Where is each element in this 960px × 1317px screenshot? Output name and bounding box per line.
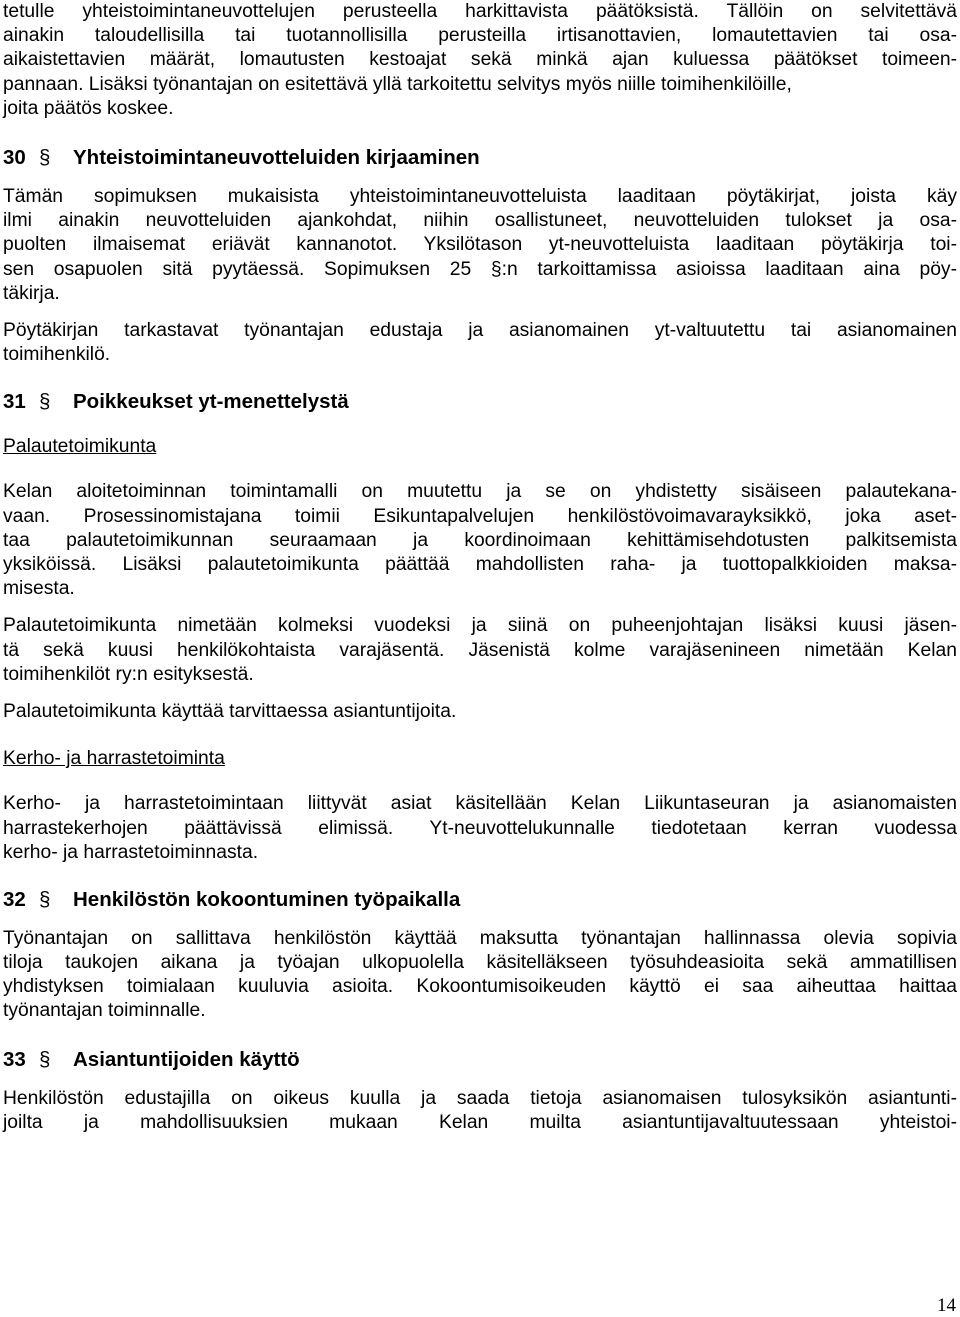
section-sign: §	[39, 1047, 51, 1071]
text-line: Kerho- ja harrastetoimintaan liittyvät asiat käsitellään Kelan Liikuntaseuran ja asianomaisten	[3, 793, 957, 815]
paragraph	[3, 792, 957, 865]
page-number: 14	[937, 1295, 956, 1316]
section-title: Asiantuntijoiden käyttö	[73, 1047, 300, 1071]
section-heading-30	[3, 145, 957, 171]
text-line: pannaan. Lisäksi työnantajan on esitettävä yllä tarkoitettu selvitys myös niille toimihenkilöille,	[3, 73, 792, 95]
document-page	[3, 0, 957, 1148]
text-line: Työnantajan on sallittava henkilöstön käyttää maksutta työnantajan hallinnassa olevia sopivia	[3, 927, 957, 949]
text-line: misesta.	[3, 578, 75, 600]
section-title: Yhteistoimintaneuvotteluiden kirjaaminen	[73, 145, 480, 169]
text-line: tetulle yhteistoimintaneuvottelujen perusteella harkittavista päätöksistä. Tällöin on selvitettävä	[3, 1, 957, 22]
section-heading-31	[3, 389, 957, 415]
section-sign: §	[39, 887, 51, 911]
intro-paragraph	[3, 0, 957, 121]
text-line: kerho- ja harrastetoiminnasta.	[3, 841, 259, 863]
text-line: harrastekerhojen päättävissä elimissä. Yt-neuvottelukunnalle tiedotetaan kerran vuodessa	[3, 817, 957, 839]
paragraph	[3, 480, 957, 601]
text-line: toimihenkilöt ry:n esityksestä.	[3, 663, 254, 685]
text-line: työnantajan toiminnalle.	[3, 1000, 206, 1022]
text-line: Tämän sopimuksen mukaisista yhteistoimintaneuvotteluista laaditaan pöytäkirjat, joista käy	[3, 185, 957, 207]
section-heading-32	[3, 887, 957, 913]
section-title: Poikkeukset yt-menettelystä	[73, 390, 349, 414]
text-line: ilmi ainakin neuvotteluiden ajankohdat, niihin osallistuneet, neuvotteluiden tulokset ja osa-	[3, 210, 957, 232]
paragraph	[3, 700, 957, 724]
text-line: joilta ja mahdollisuuksien mukaan Kelan muilta asiantuntijavaltuutessaan yhteistoi-	[3, 1111, 957, 1133]
text-line: yhdistyksen toimialaan kuuluvia asioita. Kokoontumisoikeuden käyttö ei saa aiheuttaa haittaa	[3, 976, 957, 998]
section-number: 30	[3, 145, 26, 169]
subsection-heading-palautetoimikunta: Palautetoimikunta	[3, 436, 157, 458]
text-line: yksiköissä. Lisäksi palautetoimikunta päättää mahdollisten raha- ja tuottopalkkioiden maksa-	[3, 554, 957, 576]
text-line: Pöytäkirjan tarkastavat työnantajan edustaja ja asianomainen yt-valtuutettu tai asianomainen	[3, 319, 957, 341]
text-line: tä sekä kuusi henkilökohtaista varajäsentä. Jäsenistä kolme varajäsenineen nimetään Kelan	[3, 639, 957, 661]
section-number: 32	[3, 887, 26, 911]
text-line: puolten ilmaisemat eriävät kannanotot. Yksilötason yt-neuvotteluista laaditaan pöytäkirja toi-	[3, 234, 957, 256]
text-line: vaan. Prosessinomistajana toimii Esikuntapalvelujen henkilöstövoimavarayksikkö, joka aset-	[3, 505, 957, 527]
text-line: ainakin taloudellisilla tai tuotannollisilla perusteilla irtisanottavien, lomautettavien tai osa-	[3, 25, 957, 47]
text-line: aikaistettavien määrät, lomautusten kestoajat sekä minkä ajan kuluessa päätökset toimeen-	[3, 49, 957, 71]
text-line: tiloja taukojen aikana ja työajan ulkopuolella käsitelläkseen työsuhdeasioita sekä ammatillisen	[3, 952, 957, 974]
paragraph	[3, 1087, 957, 1135]
text-line: taa palautetoimikunnan seuraamaan ja koordinoimaan kehittämisehdotusten palkitsemista	[3, 529, 957, 551]
paragraph	[3, 319, 957, 367]
paragraph	[3, 185, 957, 306]
paragraph	[3, 614, 957, 687]
text-line: toimihenkilö.	[3, 344, 111, 366]
text-line: sen osapuolen sitä pyytäessä. Sopimuksen 25 §:n tarkoittamissa asioissa laaditaan aina pöy-	[3, 258, 957, 280]
text-line: Henkilöstön edustajilla on oikeus kuulla ja saada tietoja asianomaisen tulosyksikön asiantunti-	[3, 1087, 957, 1109]
section-number: 33	[3, 1047, 26, 1071]
text-line: Kelan aloitetoiminnan toimintamalli on muutettu ja se on yhdistetty sisäiseen palautekana-	[3, 481, 957, 503]
text-line: täkirja.	[3, 282, 60, 304]
paragraph	[3, 927, 957, 1024]
text-line: Palautetoimikunta käyttää tarvittaessa asiantuntijoita.	[3, 700, 457, 722]
section-sign: §	[39, 390, 51, 414]
section-sign: §	[39, 145, 51, 169]
section-heading-33	[3, 1047, 957, 1073]
section-number: 31	[3, 390, 26, 414]
subsection-heading-kerho: Kerho- ja harrastetoiminta	[3, 748, 225, 770]
text-line: Palautetoimikunta nimetään kolmeksi vuodeksi ja siinä on puheenjohtajan lisäksi kuusi jäsen-	[3, 615, 957, 637]
section-title: Henkilöstön kokoontuminen työpaikalla	[73, 887, 461, 911]
text-line: joita päätös koskee.	[3, 97, 174, 119]
